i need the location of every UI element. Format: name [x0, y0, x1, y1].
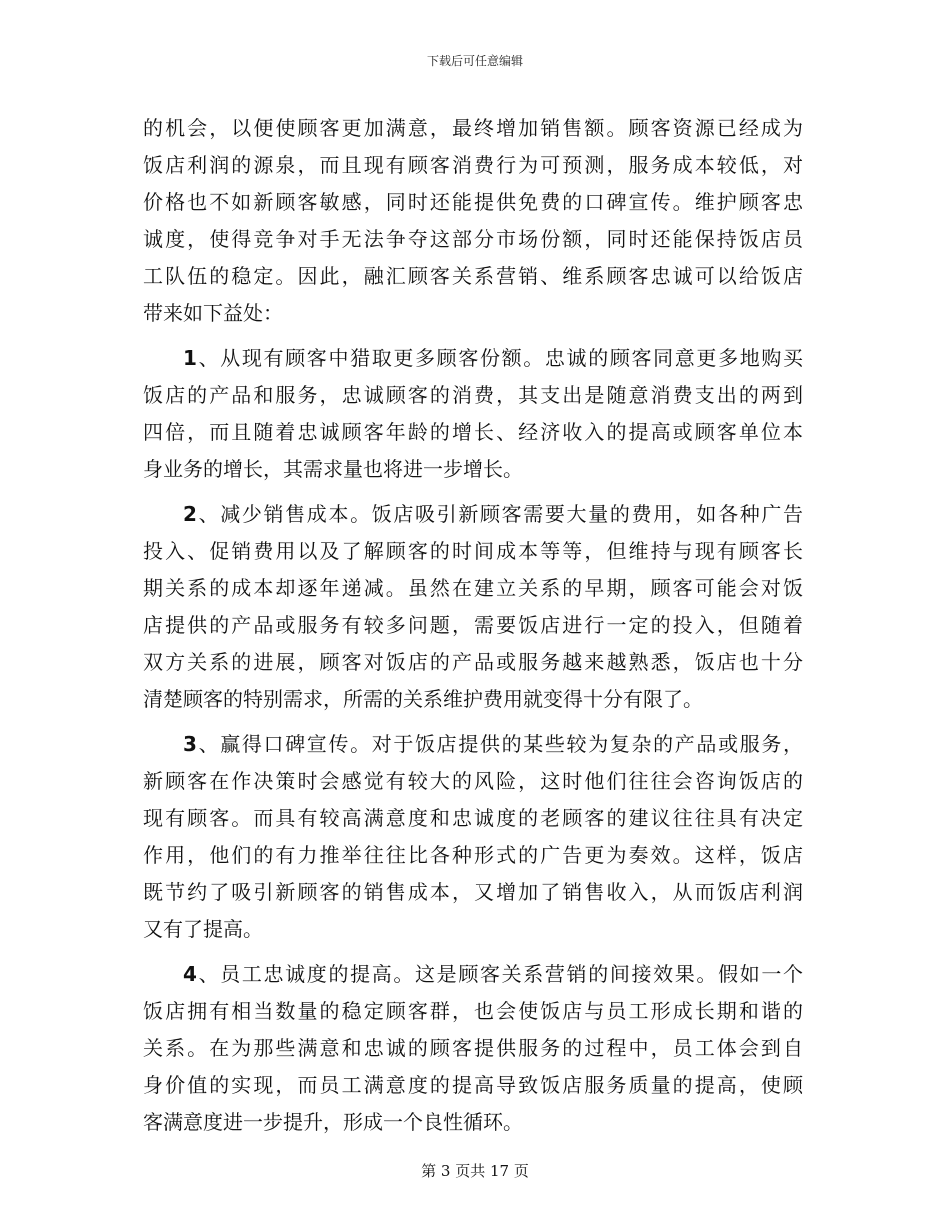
- numbered-paragraph: [143, 726, 803, 948]
- text-line: 新顾客在作决策时会感觉有较大的风险，这时他们往往会咨询饭店的: [143, 769, 803, 793]
- text-line: [143, 726, 803, 763]
- line-text: 、减少销售成本。饭店吸引新顾客需要大量的费用，如各种广告: [196, 502, 803, 526]
- text-line: [143, 956, 803, 993]
- text-line: 店提供的产品或服务有较多问题，需要饭店进行一定的投入，但随着: [143, 613, 803, 637]
- text-line: 饭店拥有相当数量的稳定顾客群，也会使饭店与员工形成长期和谐的: [143, 999, 803, 1023]
- line-text: 、从现有顾客中猎取更多顾客份额。忠诚的顾客同意更多地购买: [196, 346, 803, 370]
- numbered-paragraph: [143, 496, 803, 718]
- text-line: 饭店利润的源泉，而且现有顾客消费行为可预测，服务成本较低，对: [143, 153, 803, 177]
- document-body: [143, 110, 803, 1141]
- line-text: 、员工忠诚度的提高。这是顾客关系营销的间接效果。假如一个: [196, 962, 803, 986]
- text-line: [143, 340, 803, 377]
- paragraph-number: 2: [183, 502, 197, 526]
- text-line: 关系。在为那些满意和忠诚的顾客提供服务的过程中，员工体会到自: [143, 1036, 803, 1060]
- text-line: 又有了提高。: [143, 917, 263, 941]
- page-header: 下载后可任意编辑: [426, 54, 523, 68]
- numbered-paragraph: [143, 340, 803, 488]
- text-line: 既节约了吸引新顾客的销售成本，又增加了销售收入，从而饭店利润: [143, 880, 803, 904]
- text-line: 带来如下益处：: [143, 301, 283, 325]
- text-line: 价格也不如新顾客敏感，同时还能提供免费的口碑宣传。维护顾客忠: [143, 190, 803, 214]
- text-line: 饭店的产品和服务，忠诚顾客的消费，其支出是随意消费支出的两到: [143, 383, 803, 407]
- paragraph-number: 4: [183, 962, 197, 986]
- text-line: 四倍，而且随着忠诚顾客年龄的增长、经济收入的提高或顾客单位本: [143, 420, 803, 444]
- text-line: 身价值的实现，而员工满意度的提高导致饭店服务质量的提高，使顾: [143, 1073, 803, 1097]
- text-line: 期关系的成本却逐年递减。虽然在建立关系的早期，顾客可能会对饭: [143, 576, 803, 600]
- text-line: 客满意度进一步提升，形成一个良性循环。: [143, 1110, 523, 1134]
- text-line: 诚度，使得竞争对手无法争夺这部分市场份额，同时还能保持饭店员: [143, 227, 803, 251]
- paragraph: [143, 110, 803, 332]
- numbered-paragraph: [143, 956, 803, 1141]
- text-line: 清楚顾客的特别需求，所需的关系维护费用就变得十分有限了。: [143, 687, 703, 711]
- paragraph-number: 1: [183, 346, 197, 370]
- line-text: 、赢得口碑宣传。对于饭店提供的某些较为复杂的产品或服务，: [196, 732, 803, 756]
- paragraph-number: 3: [183, 732, 197, 756]
- text-line: 工队伍的稳定。因此，融汇顾客关系营销、维系顾客忠诚可以给饭店: [143, 264, 803, 288]
- text-line: 投入、促销费用以及了解顾客的时间成本等等，但维持与现有顾客长: [143, 539, 803, 563]
- text-line: 双方关系的进展，顾客对饭店的产品或服务越来越熟悉，饭店也十分: [143, 650, 803, 674]
- text-line: 身业务的增长，其需求量也将进一步增长。: [143, 457, 523, 481]
- text-line: [143, 496, 803, 533]
- page-footer: 第 3 页共 17 页: [421, 1162, 529, 1180]
- text-line: 的机会，以便使顾客更加满意，最终增加销售额。顾客资源已经成为: [143, 116, 803, 140]
- text-line: 现有顾客。而具有较高满意度和忠诚度的老顾客的建议往往具有决定: [143, 806, 803, 830]
- text-line: 作用，他们的有力推举往往比各种形式的广告更为奏效。这样，饭店: [143, 843, 803, 867]
